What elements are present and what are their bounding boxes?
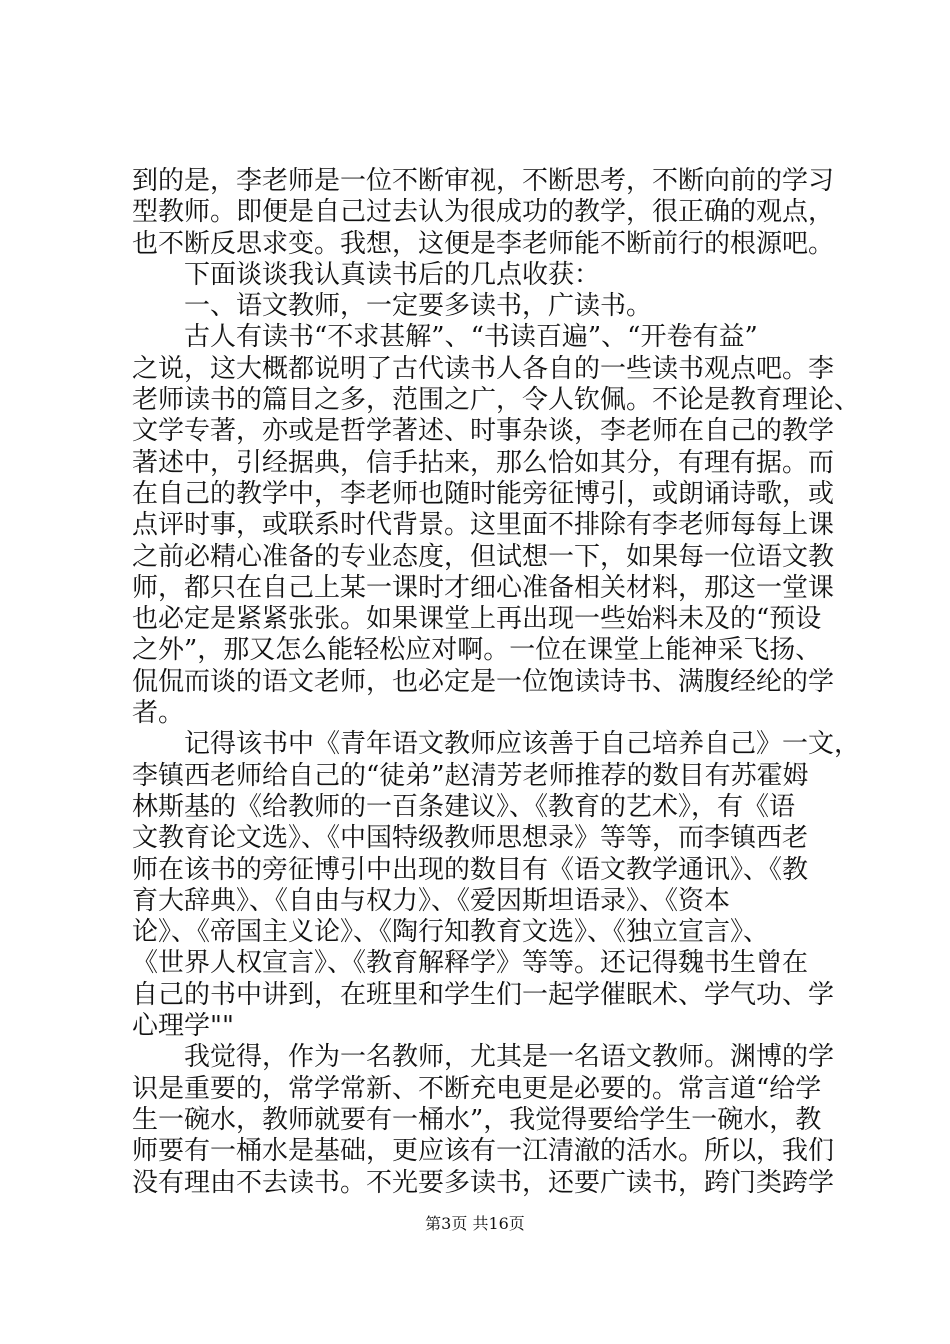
text-line: 者。 bbox=[132, 698, 185, 729]
text-line: 之外”，那又怎么能轻松应对啊。一位在课堂上能神采飞扬、 bbox=[132, 635, 822, 666]
text-line: 师要有一桶水是基础，更应该有一江清澈的活水。所以，我们 bbox=[132, 1136, 835, 1167]
text-line: 林斯基的《给教师的一百条建议》、《教育的艺术》，有《语 bbox=[132, 791, 796, 822]
text-line: 古人有读书“不求甚解”、“书读百遍”、“开卷有益” bbox=[184, 322, 758, 353]
text-line: 师，都只在自己上某一课时才细心准备相关材料，那这一堂课 bbox=[132, 572, 835, 603]
text-line: 一、语文教师，一定要多读书，广读书。 bbox=[184, 291, 653, 322]
text-line: 到的是，李老师是一位不断审视，不断思考，不断向前的学习 bbox=[132, 166, 835, 196]
text-line: 著述中，引经据典，信手拈来，那么恰如其分，有理有据。而 bbox=[132, 447, 835, 478]
text-line: 我觉得，作为一名教师，尤其是一名语文教师。渊博的学 bbox=[184, 1042, 835, 1073]
text-line: 点评时事，或联系时代背景。这里面不排除有李老师每每上课 bbox=[132, 510, 835, 541]
text-line: 也必定是紧紧张张。如果课堂上再出现一些始料未及的“预设 bbox=[132, 604, 822, 635]
page-footer: 第3页 共16页 bbox=[425, 1214, 525, 1233]
text-line: 记得该书中《青年语文教师应该善于自己培养自己》一文， bbox=[184, 729, 861, 760]
text-line: 下面谈谈我认真读书后的几点收获： bbox=[184, 259, 601, 290]
text-line: 也不断反思求变。我想，这便是李老师能不断前行的根源吧。 bbox=[132, 228, 835, 259]
text-line: 自己的书中讲到，在班里和学生们一起学催眠术、学气功、学 bbox=[132, 979, 835, 1010]
text-line: 型教师。即便是自己过去认为很成功的教学，很正确的观点， bbox=[132, 197, 835, 228]
text-line: 识是重要的，常学常新、不断充电更是必要的。常言道“给学 bbox=[132, 1073, 822, 1104]
text-line: 李镇西老师给自己的“徒弟”赵清芳老师推荐的数目有苏霍姆 bbox=[132, 760, 809, 791]
text-line: 之前必精心准备的专业态度，但试想一下，如果每一位语文教 bbox=[132, 541, 835, 572]
text-line: 育大辞典》、《自由与权力》、《爱因斯坦语录》、《资本 bbox=[132, 885, 731, 916]
text-line: 心理学"" bbox=[132, 1011, 234, 1042]
text-line: 文教育论文选》、《中国特级教师思想录》等等，而李镇西老 bbox=[132, 823, 809, 854]
text-line: 之说，这大概都说明了古代读书人各自的一些读书观点吧。李 bbox=[132, 353, 835, 384]
text-line: 老师读书的篇目之多，范围之广，令人钦佩。不论是教育理论、 bbox=[132, 385, 861, 416]
text-line: 侃侃而谈的语文老师，也必定是一位饱读诗书、满腹经纶的学 bbox=[132, 666, 835, 697]
text-line: 没有理由不去读书。不光要多读书，还要广读书，跨门类跨学 bbox=[132, 1167, 835, 1198]
text-line: 文学专著，亦或是哲学著述、时事杂谈，李老师在自己的教学 bbox=[132, 416, 835, 447]
text-line: 生一碗水，教师就要有一桶水”，我觉得要给学生一碗水，教 bbox=[132, 1104, 822, 1135]
text-line: 《世界人权宣言》、《教育解释学》等等。还记得魏书生曾在 bbox=[132, 948, 809, 979]
text-line: 在自己的教学中，李老师也随时能旁征博引，或朗诵诗歌，或 bbox=[132, 478, 835, 509]
document-body bbox=[132, 166, 861, 1199]
text-line: 师在该书的旁征博引中出现的数目有《语文教学通讯》、《教 bbox=[132, 854, 809, 885]
text-line: 论》、《帝国主义论》、《陶行知教育文选》、《独立宣言》、 bbox=[132, 917, 770, 948]
